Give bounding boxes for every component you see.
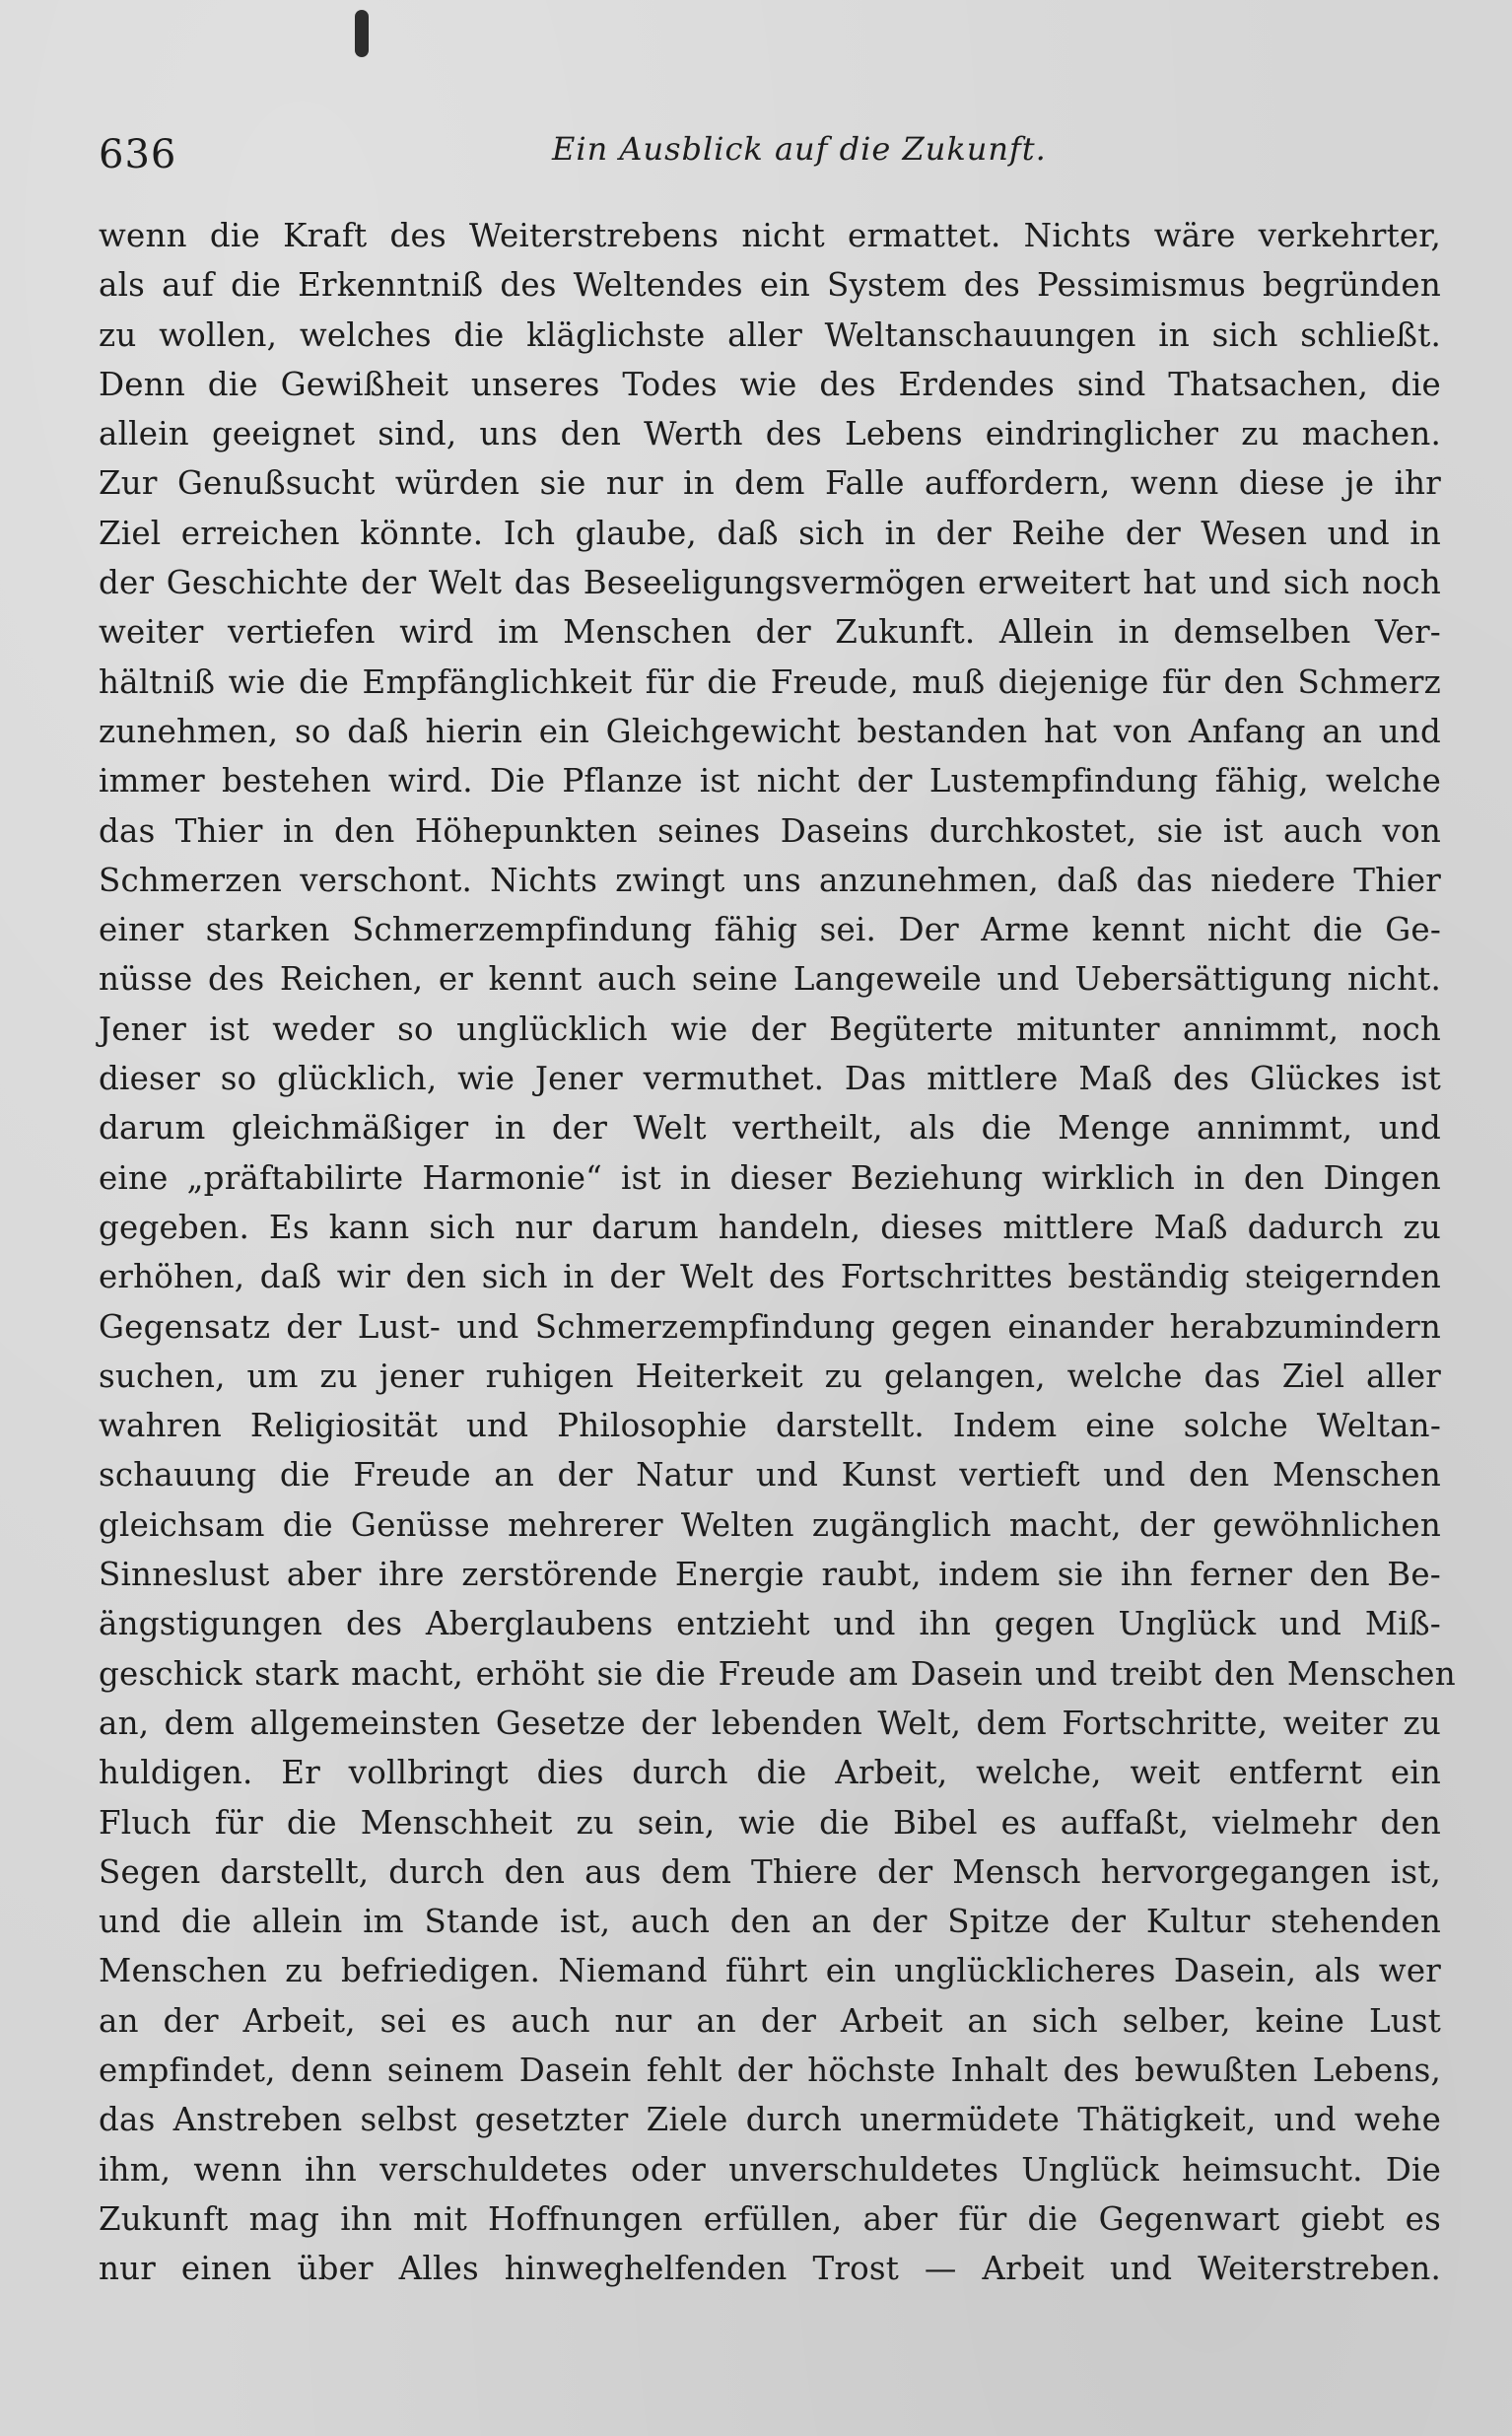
text-line: Denn die Gewißheit unseres Todes wie des Erdendes sind Thatsachen, die [99,365,1441,403]
text-line: Ziel erreichen könnte. Ich glaube, daß sich in der Reihe der Wesen und in [99,514,1441,552]
text-line: gegeben. Es kann sich nur darum handeln, dieses mittlere Maß dadurch zu [99,1208,1441,1246]
text-line: an, dem allgemeinsten Gesetze der lebenden Welt, dem Fortschritte, weiter zu [99,1704,1441,1742]
text-line: an der Arbeit, sei es auch nur an der Arbeit an sich selber, keine Lust [99,2001,1441,2040]
text-line: das Anstreben selbst gesetzter Ziele durch unermüdete Thätigkeit, und wehe [99,2101,1441,2139]
text-line: immer bestehen wird. Die Pflanze ist nicht der Lustempfindung fähig, welche [99,762,1441,800]
text-line: empfindet, denn seinem Dasein fehlt der höchste Inhalt des bewußten Lebens, [99,2051,1441,2089]
text-line: Zukunft mag ihn mit Hoffnungen erfüllen, aber für die Gegenwart giebt es [99,2199,1441,2238]
text-line: das Thier in den Höhepunkten seines Daseins durchkostet, sie ist auch von [99,811,1441,850]
text-line: gleichsam die Genüsse mehrerer Welten zugänglich macht, der gewöhnlichen [99,1505,1441,1544]
text-line: nur einen über Alles hinweghelfenden Trost — Arbeit und Weiterstreben. [99,2250,1441,2288]
text-line: zu wollen, welches die kläglichste aller Weltanschauungen in sich schließt. [99,315,1441,354]
page-number: 636 [99,132,177,177]
text-line: Segen darstellt, durch den aus dem Thiere der Mensch hervorgegangen ist, [99,1852,1441,1891]
text-line: hältniß wie die Empfänglichkeit für die Freude, muß diejenige für den Schmerz [99,662,1441,701]
text-line: erhöhen, daß wir den sich in der Welt des Fortschrittes beständig steigernden [99,1258,1441,1296]
text-line: eine „präftabilirte Harmonie“ ist in dieser Beziehung wirklich in den Dingen [99,1158,1441,1197]
text-line: suchen, um zu jener ruhigen Heiterkeit zu gelangen, welche das Ziel aller [99,1357,1441,1395]
text-line: weiter vertiefen wird im Menschen der Zukunft. Allein in demselben Ver- [99,613,1441,652]
text-line: zunehmen, so daß hierin ein Gleichgewicht bestanden hat von Anfang an und [99,712,1441,750]
running-header [99,128,1439,187]
text-line: ängstigungen des Aberglaubens entzieht und ihn gegen Unglück und Miß- [99,1605,1441,1643]
text-line: geschick stark macht, erhöht sie die Freude am Dasein und treibt den Menschen [99,1654,1456,1693]
text-line: und die allein im Stande ist, auch den an der Spitze der Kultur stehenden [99,1903,1441,1941]
text-line: Jener ist weder so unglücklich wie der Begüterte mitunter annimmt, noch [99,1009,1441,1048]
text-line: wahren Religiosität und Philosophie darstellt. Indem eine solche Weltan- [99,1407,1441,1445]
text-line: schauung die Freude an der Natur und Kunst vertieft und den Menschen [99,1456,1441,1495]
text-line: einer starken Schmerzempfindung fähig sei. Der Arme kennt nicht die Ge- [99,911,1441,949]
text-line: allein geeignet sind, uns den Werth des Lebens eindringlicher zu machen. [99,415,1441,453]
body-text [99,211,1456,2293]
text-line: dieser so glücklich, wie Jener vermuthet. Das mittlere Maß des Glückes ist [99,1060,1441,1098]
text-line: darum gleichmäßiger in der Welt vertheilt, als die Menge annimmt, und [99,1109,1441,1148]
ink-blot [355,10,369,57]
text-line: nüsse des Reichen, er kennt auch seine Langeweile und Uebersättigung nicht. [99,960,1441,999]
text-line: der Geschichte der Welt das Beseeligungsvermögen erweitert hat und sich noch [99,564,1441,602]
text-line: huldigen. Er vollbringt dies durch die Arbeit, welche, weit entfernt ein [99,1754,1441,1792]
text-line: Gegensatz der Lust- und Schmerzempfindung gegen einander herabzumindern [99,1307,1441,1346]
text-line: wenn die Kraft des Weiterstrebens nicht ermattet. Nichts wäre verkehrter, [99,217,1441,254]
text-line: Sinneslust aber ihre zerstörende Energie raubt, indem sie ihn ferner den Be- [99,1556,1441,1594]
text-line: Schmerzen verschont. Nichts zwingt uns anzunehmen, daß das niedere Thier [99,861,1441,899]
text-line: Menschen zu befriedigen. Niemand führt ein unglücklicheres Dasein, als wer [99,1952,1441,1990]
text-line: als auf die Erkenntniß des Weltendes ein System des Pessimismus begründen [99,266,1441,305]
running-title: Ein Ausblick auf die Zukunft. [552,130,1047,168]
text-line: ihm, wenn ihn verschuldetes oder unverschuldetes Unglück heimsucht. Die [99,2150,1441,2189]
text-line: Fluch für die Menschheit zu sein, wie die Bibel es auffaßt, vielmehr den [99,1803,1441,1842]
text-line: Zur Genußsucht würden sie nur in dem Falle auffordern, wenn diese je ihr [99,464,1441,503]
